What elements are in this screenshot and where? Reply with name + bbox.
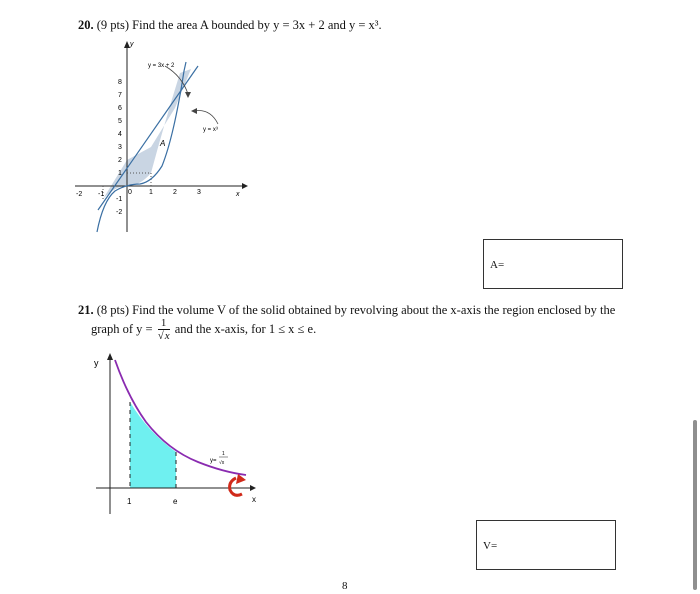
svg-text:√x: √x bbox=[219, 460, 225, 466]
problem-21-number: 21. bbox=[78, 303, 94, 317]
svg-text:-1: -1 bbox=[98, 191, 105, 198]
svg-text:-2: -2 bbox=[76, 191, 83, 198]
problem-21-text-line1: (8 pts) Find the volume V of the solid obtained by revolving about the x-axis the region enclosed by the bbox=[96, 303, 616, 317]
problem-20-text: (9 pts) Find the area A bounded by y = 3x + 2 and y = x³. bbox=[96, 18, 382, 32]
line-label: y = 3x + 2 bbox=[148, 63, 175, 69]
problem-20-graph bbox=[70, 36, 250, 236]
x-axis-label: x bbox=[236, 191, 240, 198]
line-y-3x-plus-2 bbox=[98, 66, 198, 210]
fraction-one-over-root-x: $\frac{1}{√x}$ bbox=[157, 317, 170, 342]
svg-text:0: 0 bbox=[128, 189, 132, 196]
x-axis-label-21: x bbox=[252, 495, 256, 504]
y-axis-label-21: y bbox=[94, 358, 99, 368]
svg-text:2: 2 bbox=[118, 157, 122, 164]
svg-text:2: 2 bbox=[173, 189, 177, 196]
tick-1: 1 bbox=[127, 497, 132, 506]
answer-label-a: A= bbox=[490, 259, 505, 271]
answer-box-v[interactable] bbox=[476, 520, 616, 570]
svg-text:6: 6 bbox=[118, 105, 122, 112]
problem-21-graph bbox=[88, 352, 268, 522]
cubic-label: y = x³ bbox=[203, 127, 218, 133]
answer-label-v: V= bbox=[483, 540, 498, 552]
svg-text:8: 8 bbox=[118, 79, 122, 86]
problem-21-statement-line2: graph of y = $\frac{1}{√x}$ and the x-axis, for 1 ≤ x ≤ e. bbox=[91, 317, 317, 342]
svg-text:1: 1 bbox=[149, 189, 153, 196]
svg-text:-2: -2 bbox=[116, 209, 123, 216]
area-region-a bbox=[103, 69, 191, 199]
page-number: 8 bbox=[342, 580, 348, 592]
problem-20-number: 20. bbox=[78, 18, 94, 32]
problem-20-statement bbox=[78, 18, 382, 33]
problem-21-statement bbox=[78, 303, 615, 318]
svg-text:7: 7 bbox=[118, 92, 122, 99]
svg-text:3: 3 bbox=[197, 189, 201, 196]
y-axis-label: y bbox=[130, 41, 134, 48]
curve-label-21: y= bbox=[210, 458, 217, 464]
svg-text:1: 1 bbox=[222, 451, 225, 457]
answer-box-a[interactable] bbox=[483, 239, 623, 289]
svg-text:5: 5 bbox=[118, 118, 122, 125]
tick-e: e bbox=[173, 497, 178, 506]
svg-text:1: 1 bbox=[118, 170, 122, 177]
region-label-a: A bbox=[160, 139, 166, 148]
vertical-scrollbar[interactable] bbox=[693, 420, 697, 590]
svg-text:3: 3 bbox=[118, 144, 122, 151]
svg-text:-1: -1 bbox=[116, 196, 123, 203]
svg-text:4: 4 bbox=[118, 131, 122, 138]
